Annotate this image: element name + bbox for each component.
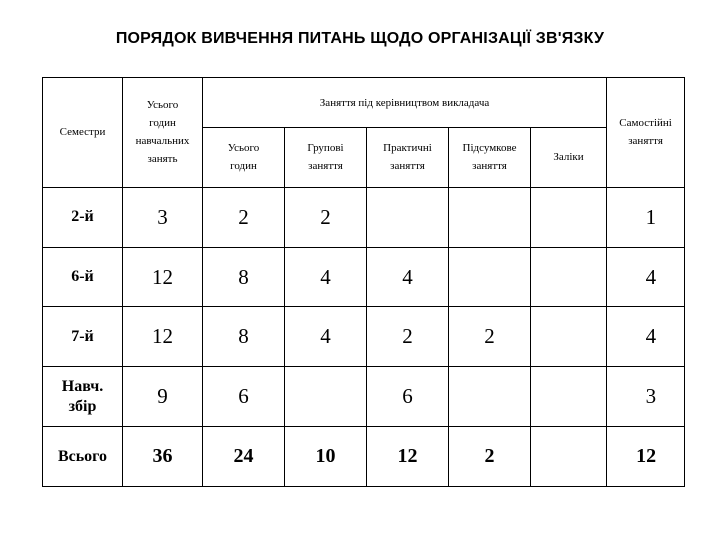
cell-tests: [531, 187, 607, 247]
table-row: [43, 187, 685, 247]
row-label: 2-й: [43, 187, 123, 247]
header-independent: Самостійні заняття: [607, 78, 685, 188]
cell-practical: 12: [367, 427, 449, 487]
cell-total: 3: [123, 187, 203, 247]
row-label: 6-й: [43, 247, 123, 307]
header-supervised: Заняття під керівництвом викладача: [203, 78, 607, 128]
cell-practical: 2: [367, 307, 449, 367]
row-label: Всього: [43, 427, 123, 487]
cell-independent: 3: [607, 367, 685, 427]
cell-independent: 4: [607, 247, 685, 307]
cell-group: 10: [285, 427, 367, 487]
table-row: [43, 247, 685, 307]
cell-final: [449, 187, 531, 247]
header-final: Підсумкове заняття: [449, 128, 531, 188]
table-row: [43, 367, 685, 427]
table-row-total: [43, 427, 685, 487]
cell-independent: 4: [607, 307, 685, 367]
row-label: 7-й: [43, 307, 123, 367]
header-total-hours: Усього годин навчальних занять: [123, 78, 203, 188]
header-practical: Практичні заняття: [367, 128, 449, 188]
cell-practical: 4: [367, 247, 449, 307]
cell-group: 4: [285, 307, 367, 367]
cell-supervised-total: 6: [203, 367, 285, 427]
cell-total: 12: [123, 247, 203, 307]
cell-practical: 6: [367, 367, 449, 427]
cell-group: 4: [285, 247, 367, 307]
cell-final: [449, 367, 531, 427]
cell-tests: [531, 427, 607, 487]
cell-independent: 12: [607, 427, 685, 487]
cell-final: 2: [449, 307, 531, 367]
cell-independent: 1: [607, 187, 685, 247]
cell-supervised-total: 8: [203, 307, 285, 367]
cell-supervised-total: 2: [203, 187, 285, 247]
cell-total: 36: [123, 427, 203, 487]
cell-tests: [531, 367, 607, 427]
cell-total: 9: [123, 367, 203, 427]
cell-total: 12: [123, 307, 203, 367]
cell-practical: [367, 187, 449, 247]
page-title: ПОРЯДОК ВИВЧЕННЯ ПИТАНЬ ЩОДО ОРГАНІЗАЦІЇ ЗВ'ЯЗКУ: [115, 30, 605, 47]
cell-supervised-total: 8: [203, 247, 285, 307]
row-label: Навч. збір: [43, 367, 123, 427]
cell-final: [449, 247, 531, 307]
table-row: [43, 307, 685, 367]
cell-group: 2: [285, 187, 367, 247]
cell-tests: [531, 247, 607, 307]
cell-tests: [531, 307, 607, 367]
cell-group: [285, 367, 367, 427]
cell-final: 2: [449, 427, 531, 487]
header-semester: Семестри: [43, 78, 123, 188]
header-group: Групові заняття: [285, 128, 367, 188]
cell-supervised-total: 24: [203, 427, 285, 487]
header-tests: Заліки: [531, 128, 607, 188]
study-order-table: [42, 77, 685, 487]
header-sub-total: Усього годин: [203, 128, 285, 188]
